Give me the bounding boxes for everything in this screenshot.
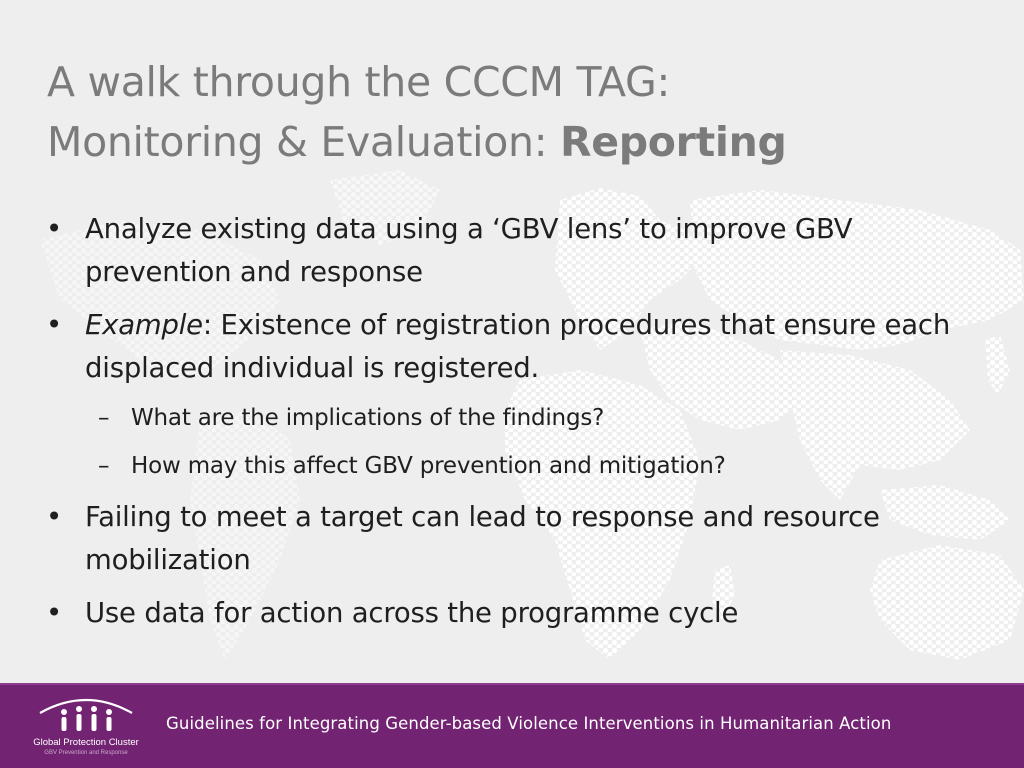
bullet-text: Use data for action across the programme cycle <box>85 597 739 629</box>
sub-bullet-marker: – <box>98 453 110 479</box>
sub-bullet-marker: – <box>98 405 110 431</box>
bullet-item <box>46 592 986 635</box>
bullet-text: : Existence of registration procedures that ensure each displaced individual is registered. <box>85 309 951 384</box>
people-arc-icon <box>26 693 146 737</box>
footer-text: Guidelines for Integrating Gender-based Violence Interventions in Humanitarian Action <box>166 714 892 733</box>
bullet-text: Failing to meet a target can lead to response and resource mobilization <box>85 501 880 576</box>
bullet-item <box>46 304 986 390</box>
logo-name: Global Protection Cluster <box>33 737 139 748</box>
global-protection-cluster-logo <box>26 693 146 763</box>
bullet-list <box>46 208 986 645</box>
title-line-2-bold: Reporting <box>559 118 787 166</box>
bullet-lead-italic: Example <box>85 309 203 341</box>
title-line-2-plain: Monitoring & Evaluation: <box>47 118 560 166</box>
bullet-marker: • <box>46 597 63 629</box>
sub-bullet-item <box>46 400 986 436</box>
bullet-item <box>46 208 986 294</box>
bullet-marker: • <box>46 501 63 533</box>
footer-divider <box>0 683 1024 685</box>
footer-bar <box>0 683 1024 768</box>
bullet-marker: • <box>46 213 63 245</box>
bullet-item <box>46 496 986 582</box>
sub-bullet-text: How may this affect GBV prevention and mitigation? <box>131 453 726 479</box>
title-line-2 <box>47 112 947 172</box>
bullet-text: Analyze existing data using a ‘GBV lens’ to improve GBV prevention and response <box>85 213 853 288</box>
title-line-1: A walk through the CCCM TAG: <box>47 58 671 106</box>
logo-subtitle: GBV Prevention and Response <box>44 750 128 756</box>
bullet-marker: • <box>46 309 63 341</box>
sub-bullet-item <box>46 448 986 484</box>
sub-bullet-text: What are the implications of the findings? <box>131 405 605 431</box>
slide-title <box>47 52 947 172</box>
